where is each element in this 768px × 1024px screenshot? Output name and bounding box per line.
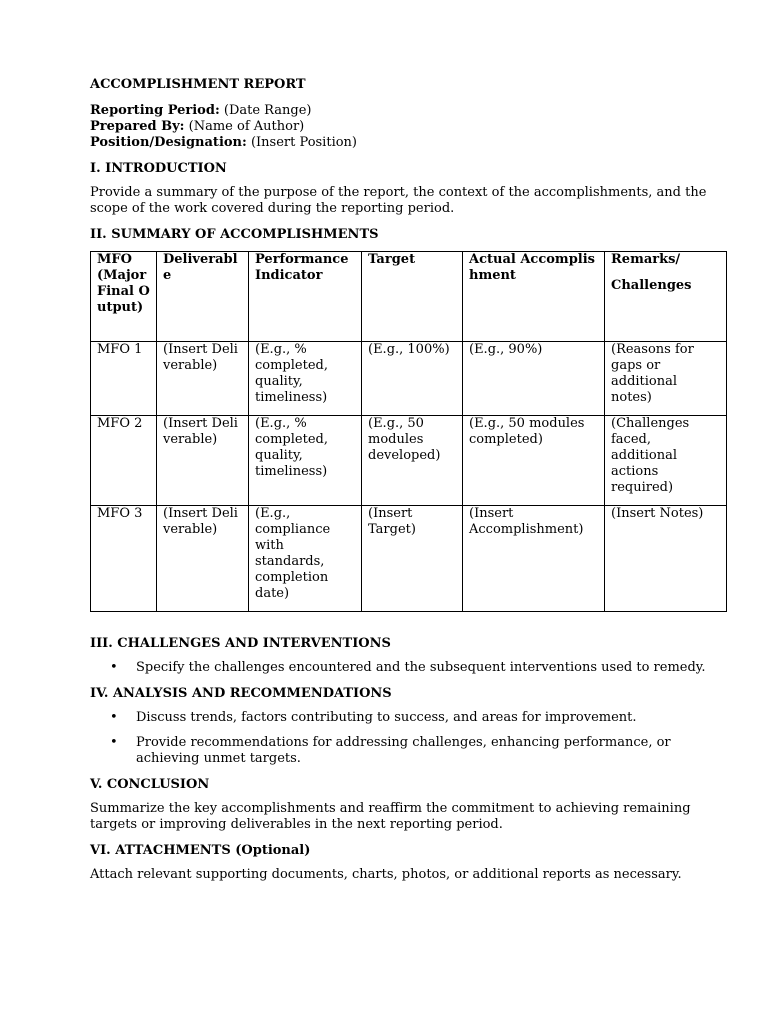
table-cell: (Insert Deliverable) — [157, 342, 249, 416]
report-meta — [90, 103, 726, 151]
header-remarks — [605, 252, 727, 342]
section-heading-attachments: VI. ATTACHMENTS (Optional) — [90, 843, 311, 858]
table-cell: (E.g., % completed, quality, timeliness) — [249, 416, 362, 506]
table-cell: (Insert Deliverable) — [157, 416, 249, 506]
accomplishments-table — [90, 251, 727, 612]
table-cell: (Insert Deliverable) — [157, 506, 249, 612]
list-item: • Provide recommendations for addressing challenges, enhancing performance, or achieving unmet targets. — [90, 735, 726, 767]
section-heading-conclusion: V. CONCLUSION — [90, 777, 210, 792]
table-cell: MFO 1 — [91, 342, 157, 416]
table-cell: (E.g., 90%) — [463, 342, 605, 416]
list-item: • Specify the challenges encountered and the subsequent interventions used to remedy. — [90, 660, 726, 676]
document-content — [90, 77, 726, 893]
table-cell: (Insert Target) — [362, 506, 463, 612]
table-cell: (E.g., compliance with standards, completion date) — [249, 506, 362, 612]
table-cell: MFO 3 — [91, 506, 157, 612]
section-heading-challenges: III. CHALLENGES AND INTERVENTIONS — [90, 636, 391, 651]
meta-value: (Name of Author) — [188, 119, 305, 134]
header-performance-indicator: Performance Indicator — [249, 252, 362, 342]
table-cell: (E.g., 50 modules developed) — [362, 416, 463, 506]
section-heading-summary: II. SUMMARY OF ACCOMPLISHMENTS — [90, 227, 379, 242]
table-cell: (Reasons for gaps or additional notes) — [605, 342, 727, 416]
section-heading-introduction: I. INTRODUCTION — [90, 161, 227, 176]
meta-value: (Insert Position) — [250, 135, 357, 150]
header-target: Target — [362, 252, 463, 342]
meta-label: Reporting Period: — [90, 103, 220, 118]
meta-label: Prepared By: — [90, 119, 185, 134]
analysis-list — [90, 710, 726, 767]
meta-reporting-period — [90, 103, 726, 119]
header-mfo: MFO (Major Final Output) — [91, 252, 157, 342]
table-cell: (Insert Notes) — [605, 506, 727, 612]
table-row — [91, 506, 727, 612]
header-remarks-label: Remarks/ — [611, 252, 681, 267]
conclusion-text: Summarize the key accomplishments and reaffirm the commitment to achieving remaining targets or improving deliverables in the next reporting period. — [90, 801, 691, 832]
table-row — [91, 416, 727, 506]
table-header-row — [91, 252, 727, 342]
table-cell: (Challenges faced, additional actions required) — [605, 416, 727, 506]
challenges-list — [90, 660, 726, 676]
header-actual-accomplishment: Actual Accomplishment — [463, 252, 605, 342]
table-row — [91, 342, 727, 416]
introduction-text: Provide a summary of the purpose of the report, the context of the accomplishments, and the scope of the work covered during the reporting period. — [90, 185, 707, 216]
report-title: ACCOMPLISHMENT REPORT — [90, 77, 306, 92]
meta-position — [90, 135, 726, 151]
attachments-text: Attach relevant supporting documents, charts, photos, or additional reports as necessary. — [90, 867, 682, 882]
table-cell: (E.g., 50 modules completed) — [463, 416, 605, 506]
list-item: • Discuss trends, factors contributing to success, and areas for improvement. — [90, 710, 726, 726]
meta-value: (Date Range) — [223, 103, 312, 118]
header-challenges-label: Challenges — [611, 278, 692, 293]
table-cell: (E.g., 100%) — [362, 342, 463, 416]
meta-prepared-by — [90, 119, 726, 135]
section-heading-analysis: IV. ANALYSIS AND RECOMMENDATIONS — [90, 686, 392, 701]
table-cell: (Insert Accomplishment) — [463, 506, 605, 612]
table-cell: (E.g., % completed, quality, timeliness) — [249, 342, 362, 416]
meta-label: Position/Designation: — [90, 135, 247, 150]
table-cell: MFO 2 — [91, 416, 157, 506]
header-deliverable: Deliverable — [157, 252, 249, 342]
